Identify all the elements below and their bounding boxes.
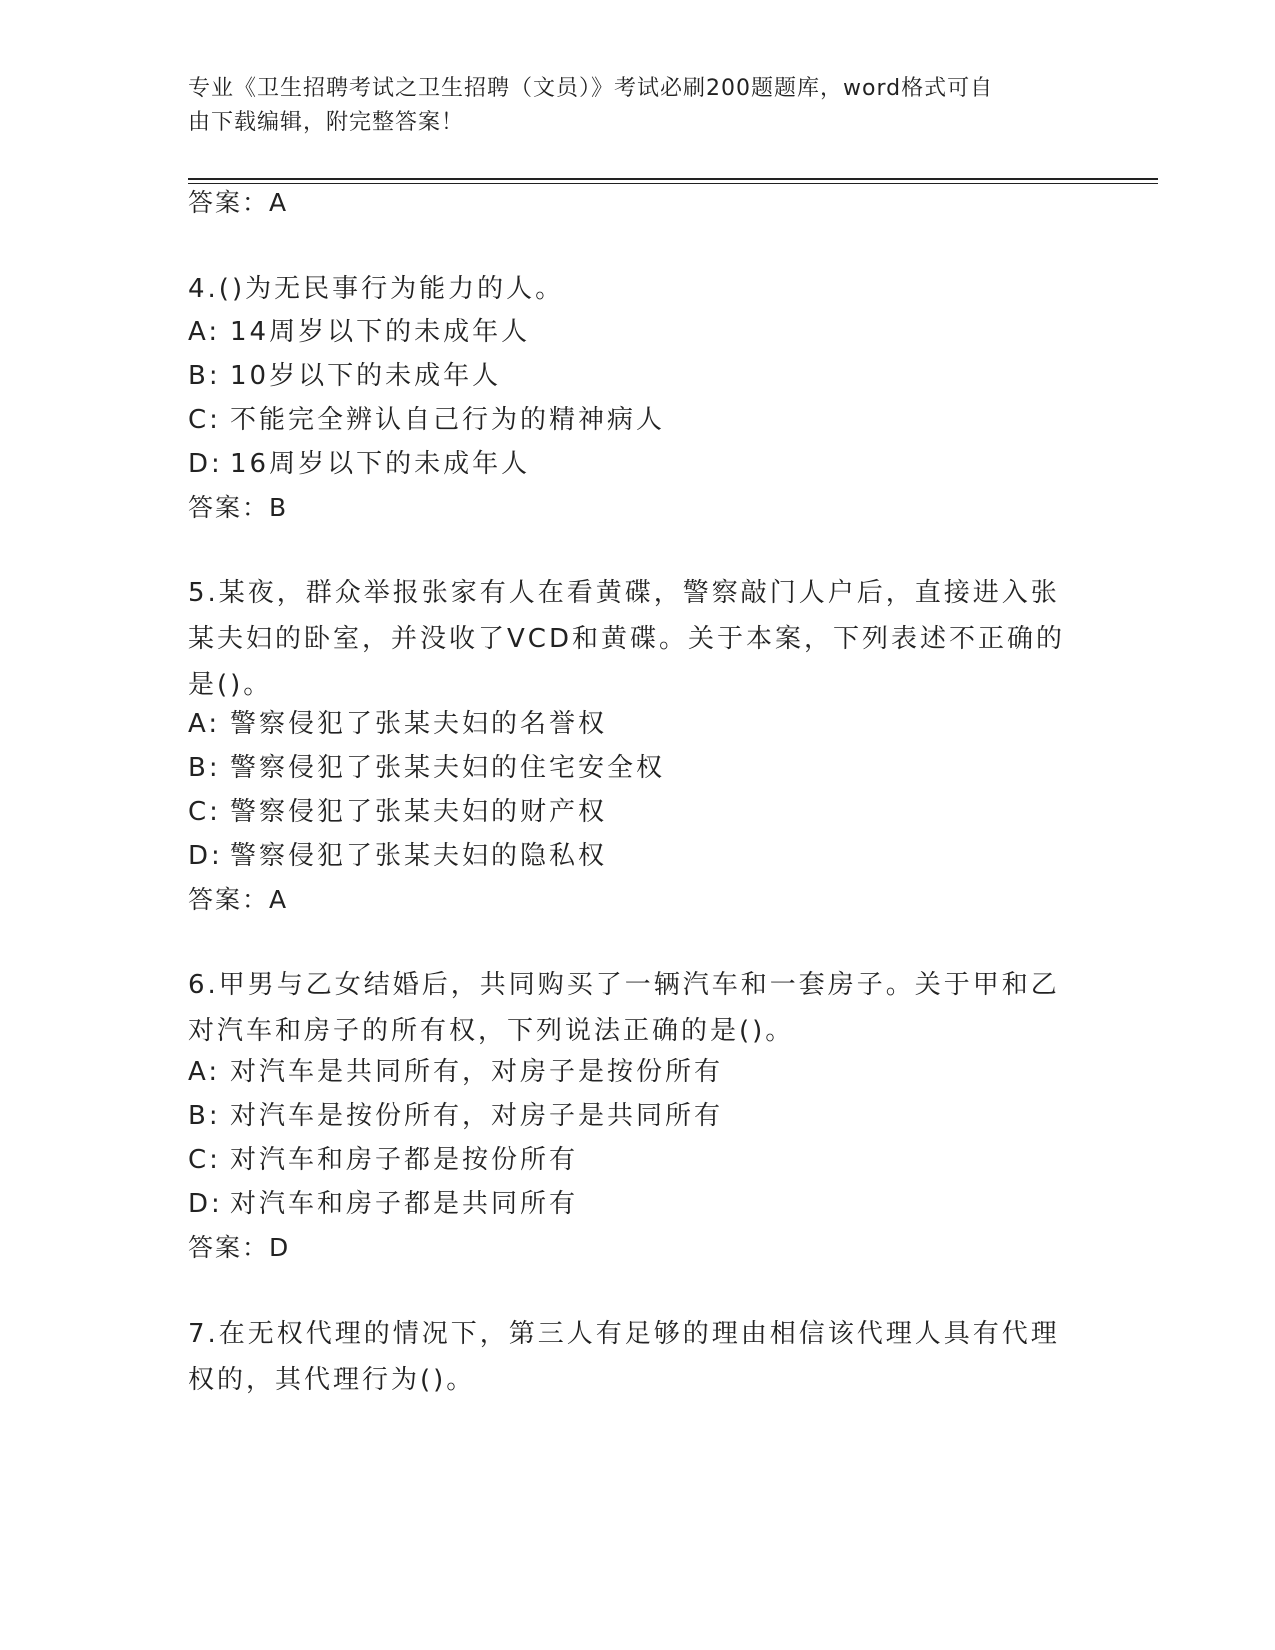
question-4-option-a: [188, 315, 530, 349]
option-text: 10岁以下的未成年人: [230, 361, 502, 391]
question-7-text: 7.在无权代理的情况下，第三人有足够的理由相信该代理人具有代理权的，其代理行为()。: [188, 1319, 1060, 1395]
option-text: 警察侵犯了张某夫妇的财产权: [230, 797, 608, 827]
option-letter: A:: [188, 709, 221, 739]
header-rule-thick: [188, 178, 1158, 180]
option-letter: D:: [188, 841, 223, 871]
question-5-option-a: [188, 707, 607, 741]
question-4-option-c: [188, 403, 665, 437]
option-text: 14周岁以下的未成年人: [230, 317, 531, 347]
question-5-text: 5.某夜，群众举报张家有人在看黄碟，警察敲门人户后，直接进入张某夫妇的卧室，并没收了VCD和黄碟。关于本案，下列表述不正确的是()。: [188, 578, 1065, 700]
question-4-option-b: [188, 359, 501, 393]
option-letter: C:: [188, 405, 221, 435]
option-text: 警察侵犯了张某夫妇的隐私权: [230, 841, 608, 871]
option-letter: D:: [188, 1189, 223, 1219]
option-text: 对汽车和房子都是按份所有: [230, 1145, 579, 1175]
option-letter: B:: [188, 753, 221, 783]
question-5-option-b: [188, 751, 665, 785]
option-text: 对汽车是共同所有，对房子是按份所有: [230, 1057, 724, 1087]
option-text: 警察侵犯了张某夫妇的名誉权: [230, 709, 608, 739]
answer-line: [188, 186, 288, 220]
question-4-answer: [188, 491, 288, 525]
option-letter: C:: [188, 1145, 221, 1175]
option-letter: C:: [188, 797, 221, 827]
question-5-answer: [188, 883, 288, 917]
answer-prefix: 答案：: [188, 885, 270, 914]
question-4-text: 4.()为无民事行为能力的人。: [188, 274, 565, 304]
answer-prefix: 答案：: [188, 188, 270, 217]
option-text: 警察侵犯了张某夫妇的住宅安全权: [230, 753, 666, 783]
answer-value: B: [269, 493, 289, 522]
answer-value: D: [269, 1233, 291, 1262]
question-6-text: 6.甲男与乙女结婚后，共同购买了一辆汽车和一套房子。关于甲和乙对汽车和房子的所有权，下列说法正确的是()。: [188, 970, 1060, 1046]
option-text: 对汽车和房子都是共同所有: [230, 1189, 579, 1219]
document-header: [188, 72, 1088, 140]
question-6-answer: [188, 1231, 290, 1265]
header-line-2: 由下载编辑，附完整答案！: [188, 110, 465, 135]
option-letter: A:: [188, 317, 221, 347]
option-letter: B:: [188, 361, 221, 391]
question-6-option-d: [188, 1187, 578, 1221]
answer-value: A: [269, 188, 289, 217]
header-line-1: 专业《卫生招聘考试之卫生招聘（文员）》考试必刷200题题库，word格式可自: [188, 76, 994, 101]
option-letter: B:: [188, 1101, 221, 1131]
question-5-option-c: [188, 795, 607, 829]
header-rule-thin: [188, 183, 1158, 184]
option-letter: D:: [188, 449, 223, 479]
question-6-option-b: [188, 1099, 723, 1133]
answer-prefix: 答案：: [188, 493, 270, 522]
question-4-option-d: [188, 447, 530, 481]
question-6-option-c: [188, 1143, 578, 1177]
question-5-option-d: [188, 839, 607, 873]
answer-value: A: [269, 885, 289, 914]
answer-prefix: 答案：: [188, 1233, 270, 1262]
option-text: 对汽车是按份所有，对房子是共同所有: [230, 1101, 724, 1131]
question-6-option-a: [188, 1055, 723, 1089]
option-letter: A:: [188, 1057, 221, 1087]
option-text: 不能完全辨认自己行为的精神病人: [230, 405, 666, 435]
option-text: 16周岁以下的未成年人: [230, 449, 531, 479]
